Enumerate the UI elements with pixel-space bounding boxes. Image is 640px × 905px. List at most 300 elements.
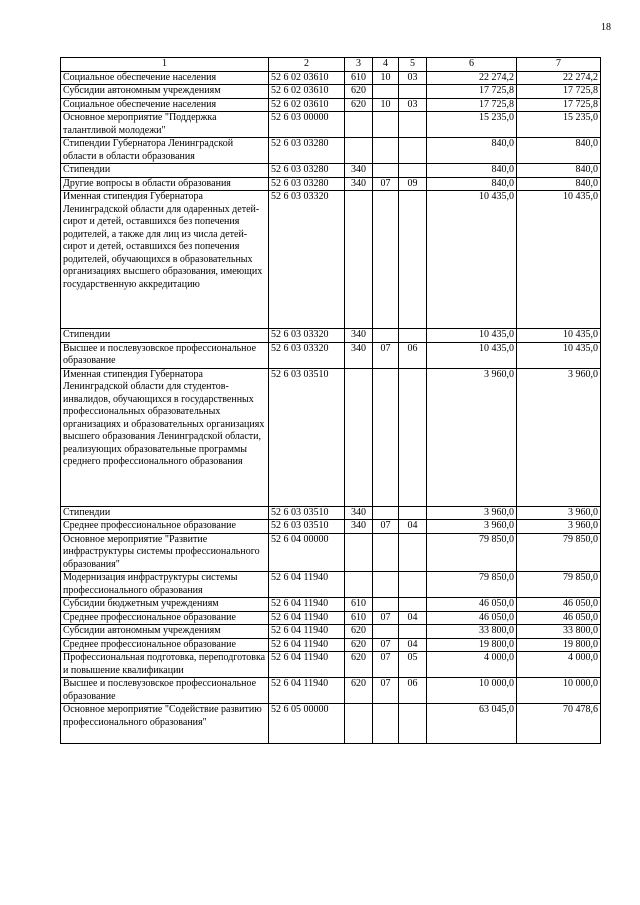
amount-year-1-text: 3 960,0 (484, 368, 514, 380)
section-text: 07 (380, 611, 391, 623)
row-name-text: Высшее и послевузовское профессиональное образование (63, 342, 257, 366)
table-row (61, 164, 601, 178)
subsection (399, 98, 427, 112)
table-row (61, 625, 601, 639)
subsection (399, 533, 427, 572)
section-text: 07 (380, 342, 391, 354)
amount-year-2 (517, 611, 601, 625)
page-number: 18 (601, 22, 611, 33)
budget-code (269, 652, 345, 678)
header-col-7: 7 (517, 58, 601, 72)
amount-year-1 (427, 678, 517, 704)
table-row (61, 652, 601, 678)
expense-type (345, 191, 373, 329)
amount-year-1-text: 10 000,0 (479, 678, 514, 689)
row-name-text: Стипендии (63, 164, 111, 175)
section (373, 520, 399, 534)
table-row (61, 638, 601, 652)
budget-code (269, 520, 345, 534)
expense-type-text: 620 (351, 85, 366, 96)
expense-type (345, 678, 373, 704)
amount-year-2-text: 22 274,2 (563, 71, 598, 83)
amount-year-2 (517, 520, 601, 534)
table-row (61, 177, 601, 191)
budget-code-text: 52 6 03 03510 (271, 520, 329, 531)
expense-type-text: 620 (351, 638, 366, 650)
amount-year-1 (427, 652, 517, 678)
budget-code-text: 52 6 03 03320 (271, 342, 329, 354)
budget-code-text: 52 6 04 11940 (271, 625, 329, 636)
expense-type (345, 520, 373, 534)
amount-year-1 (427, 533, 517, 572)
section (373, 138, 399, 164)
subsection (399, 506, 427, 520)
amount-year-2-text: 10 435,0 (563, 191, 598, 202)
expense-type (345, 625, 373, 639)
budget-code-text: 52 6 03 03320 (271, 329, 329, 340)
section (373, 638, 399, 652)
budget-code (269, 625, 345, 639)
row-name (61, 85, 269, 99)
row-name-text: Социальное обеспечение населения (63, 98, 217, 110)
row-name (61, 652, 269, 678)
expense-type (345, 112, 373, 138)
amount-year-2 (517, 368, 601, 506)
amount-year-2-text: 46 050,0 (563, 598, 598, 609)
subsection-text: 04 (407, 520, 418, 531)
amount-year-1-text: 46 050,0 (479, 598, 514, 609)
amount-year-2 (517, 625, 601, 639)
section (373, 191, 399, 329)
amount-year-1 (427, 164, 517, 178)
row-name (61, 342, 269, 368)
amount-year-2 (517, 704, 601, 744)
amount-year-1 (427, 520, 517, 534)
expense-type (345, 177, 373, 191)
section (373, 368, 399, 506)
expense-type-text: 340 (351, 329, 366, 340)
budget-code-text: 52 6 03 03510 (271, 506, 329, 518)
amount-year-2-text: 840,0 (575, 177, 598, 189)
section (373, 85, 399, 99)
budget-code (269, 704, 345, 744)
table-row (61, 112, 601, 138)
section (373, 329, 399, 343)
section (373, 572, 399, 598)
expense-type (345, 164, 373, 178)
expense-type (345, 652, 373, 678)
row-name (61, 138, 269, 164)
amount-year-1-text: 46 050,0 (479, 611, 514, 623)
expense-type-text: 620 (351, 678, 366, 689)
budget-code-text: 52 6 04 11940 (271, 638, 329, 650)
amount-year-2-text: 70 478,6 (563, 704, 598, 715)
expense-type (345, 611, 373, 625)
subsection (399, 342, 427, 368)
expense-type-text: 620 (351, 625, 366, 636)
expense-type (345, 572, 373, 598)
amount-year-2-text: 3 960,0 (568, 368, 598, 380)
expense-type (345, 368, 373, 506)
row-name (61, 177, 269, 191)
row-name-text: Среднее профессиональное образование (63, 611, 236, 623)
expense-type-text: 340 (351, 506, 366, 518)
amount-year-1 (427, 572, 517, 598)
section (373, 98, 399, 112)
amount-year-1 (427, 704, 517, 744)
table-row (61, 678, 601, 704)
expense-type (345, 342, 373, 368)
section-text: 07 (380, 177, 391, 189)
amount-year-1-text: 17 725,8 (479, 98, 514, 110)
expense-type-text: 610 (351, 71, 366, 83)
row-name-text: Социальное обеспечение населения (63, 71, 217, 83)
amount-year-2 (517, 329, 601, 343)
amount-year-2 (517, 342, 601, 368)
row-name (61, 368, 269, 506)
row-name (61, 625, 269, 639)
row-name (61, 329, 269, 343)
row-name (61, 98, 269, 112)
expense-type (345, 638, 373, 652)
row-name-text: Стипендии (63, 506, 111, 518)
subsection (399, 638, 427, 652)
budget-code (269, 572, 345, 598)
row-name (61, 191, 269, 329)
expense-type (345, 329, 373, 343)
subsection (399, 652, 427, 678)
table-row (61, 342, 601, 368)
budget-code (269, 678, 345, 704)
expense-type (345, 598, 373, 612)
amount-year-2 (517, 598, 601, 612)
section (373, 71, 399, 85)
row-name-text: Основное мероприятие "Содействие развитию профессионального образования" (63, 704, 262, 728)
amount-year-2 (517, 138, 601, 164)
row-name-text: Основное мероприятие "Поддержка талантливой молодежи" (63, 112, 217, 136)
amount-year-1-text: 3 960,0 (484, 520, 514, 531)
row-name-text: Именная стипендия Губернатора Ленинградской области для одаренных детей-сирот и детей, оставшихся без попечения родителей, а также для лиц из числа детей-сирот и детей, оставшихся без попечения родителей, обучающихся в образовательных организациях высшего образования, имеющих государственную аккредитацию (63, 191, 263, 290)
subsection-text: 06 (407, 678, 418, 689)
row-name (61, 678, 269, 704)
amount-year-2-text: 79 850,0 (563, 572, 598, 583)
amount-year-2 (517, 85, 601, 99)
expense-type (345, 506, 373, 520)
budget-code-text: 52 6 03 03280 (271, 164, 329, 175)
subsection (399, 112, 427, 138)
budget-code (269, 85, 345, 99)
expense-type (345, 98, 373, 112)
subsection-text: 03 (407, 98, 418, 110)
subsection (399, 177, 427, 191)
amount-year-1 (427, 191, 517, 329)
row-name (61, 520, 269, 534)
header-col-3: 3 (345, 58, 373, 72)
amount-year-1 (427, 112, 517, 138)
section (373, 112, 399, 138)
section (373, 164, 399, 178)
amount-year-2 (517, 191, 601, 329)
amount-year-1-text: 840,0 (491, 177, 514, 189)
budget-code-text: 52 6 03 00000 (271, 112, 329, 123)
section (373, 177, 399, 191)
subsection (399, 329, 427, 343)
expense-type-text: 620 (351, 652, 366, 663)
amount-year-1-text: 17 725,8 (479, 85, 514, 96)
row-name (61, 638, 269, 652)
amount-year-2-text: 3 960,0 (568, 520, 598, 531)
subsection (399, 598, 427, 612)
section-text: 07 (380, 678, 391, 689)
subsection (399, 625, 427, 639)
amount-year-1-text: 3 960,0 (484, 506, 514, 518)
budget-code (269, 533, 345, 572)
subsection-text: 09 (407, 177, 418, 189)
budget-code (269, 177, 345, 191)
amount-year-2-text: 17 725,8 (563, 85, 598, 96)
table-row (61, 329, 601, 343)
amount-year-1 (427, 85, 517, 99)
amount-year-1 (427, 177, 517, 191)
row-name-text: Именная стипендия Губернатора Ленинградской области для студентов-инвалидов, обучающихся в государственных профессиональных образовательных организациях и образовательных организациях высшего образования Ленинградской области, реализующих образовательные программы среднего профессионального образования (63, 368, 265, 467)
budget-code-text: 52 6 04 11940 (271, 652, 329, 663)
amount-year-2 (517, 71, 601, 85)
amount-year-2-text: 4 000,0 (568, 652, 598, 663)
section-text: 07 (380, 652, 391, 663)
row-name (61, 598, 269, 612)
expense-type-text: 340 (351, 342, 366, 354)
amount-year-2-text: 10 435,0 (563, 342, 598, 354)
subsection (399, 85, 427, 99)
expense-type (345, 71, 373, 85)
amount-year-1 (427, 638, 517, 652)
row-name (61, 164, 269, 178)
section (373, 533, 399, 572)
budget-code-text: 52 6 05 00000 (271, 704, 329, 715)
header-row (61, 58, 601, 72)
budget-code-text: 52 6 02 03610 (271, 85, 329, 96)
amount-year-1-text: 15 235,0 (479, 112, 514, 123)
table-row (61, 138, 601, 164)
expense-type-text: 340 (351, 164, 366, 175)
row-name (61, 112, 269, 138)
amount-year-1-text: 19 800,0 (479, 638, 514, 650)
expense-type-text: 620 (351, 98, 366, 110)
budget-code (269, 112, 345, 138)
subsection-text: 05 (407, 652, 418, 663)
row-name-text: Профессиональная подготовка, переподготовка и повышение квалификации (63, 652, 266, 676)
budget-code-text: 52 6 03 03320 (271, 191, 329, 202)
amount-year-2-text: 46 050,0 (563, 611, 598, 623)
header-col-6: 6 (427, 58, 517, 72)
amount-year-1-text: 840,0 (491, 164, 514, 175)
row-name-text: Основное мероприятие "Развитие инфраструктуры системы профессионального образования" (63, 533, 260, 570)
row-name-text: Стипендии Губернатора Ленинградской области в области образования (63, 138, 234, 162)
amount-year-1 (427, 71, 517, 85)
amount-year-2-text: 10 435,0 (563, 329, 598, 340)
subsection-text: 06 (407, 342, 418, 354)
amount-year-1 (427, 598, 517, 612)
budget-code (269, 138, 345, 164)
amount-year-2-text: 15 235,0 (563, 112, 598, 123)
subsection-text: 04 (407, 638, 418, 650)
table-row (61, 71, 601, 85)
amount-year-2-text: 840,0 (575, 164, 598, 175)
subsection (399, 678, 427, 704)
subsection (399, 191, 427, 329)
amount-year-2 (517, 506, 601, 520)
table-row (61, 704, 601, 744)
header-col-5: 5 (399, 58, 427, 72)
row-name-text: Субсидии автономным учреждениям (63, 85, 221, 96)
table-row (61, 533, 601, 572)
budget-code (269, 329, 345, 343)
row-name (61, 71, 269, 85)
section-text: 10 (380, 71, 391, 83)
amount-year-1 (427, 506, 517, 520)
amount-year-1-text: 63 045,0 (479, 704, 514, 715)
row-name (61, 704, 269, 744)
header-col-1: 1 (61, 58, 269, 72)
expense-type (345, 533, 373, 572)
amount-year-2 (517, 533, 601, 572)
expense-type (345, 138, 373, 164)
budget-code-text: 52 6 04 11940 (271, 678, 329, 689)
subsection (399, 704, 427, 744)
amount-year-1-text: 10 435,0 (479, 342, 514, 354)
budget-code-text: 52 6 04 11940 (271, 598, 329, 609)
row-name-text: Модернизация инфраструктуры системы профессионального образования (63, 572, 238, 596)
amount-year-1-text: 840,0 (491, 138, 514, 149)
row-name-text: Высшее и послевузовское профессиональное образование (63, 678, 257, 702)
amount-year-1-text: 4 000,0 (484, 652, 514, 663)
amount-year-2 (517, 98, 601, 112)
amount-year-1 (427, 625, 517, 639)
budget-code (269, 598, 345, 612)
subsection (399, 71, 427, 85)
amount-year-2 (517, 572, 601, 598)
row-name (61, 572, 269, 598)
budget-code-text: 52 6 04 11940 (271, 611, 329, 623)
amount-year-1-text: 10 435,0 (479, 191, 514, 202)
expense-type-text: 340 (351, 177, 366, 189)
section (373, 506, 399, 520)
section (373, 598, 399, 612)
section-text: 07 (380, 638, 391, 650)
amount-year-2 (517, 638, 601, 652)
amount-year-2 (517, 678, 601, 704)
amount-year-2 (517, 112, 601, 138)
subsection (399, 520, 427, 534)
budget-code (269, 506, 345, 520)
table-row (61, 85, 601, 99)
budget-code-text: 52 6 03 03510 (271, 368, 329, 380)
subsection-text: 04 (407, 611, 418, 623)
expense-type-text: 340 (351, 520, 366, 531)
section-text: 10 (380, 98, 391, 110)
subsection (399, 611, 427, 625)
amount-year-1-text: 33 800,0 (479, 625, 514, 636)
row-name-text: Стипендии (63, 329, 111, 340)
amount-year-2 (517, 177, 601, 191)
budget-code-text: 52 6 03 03280 (271, 138, 329, 149)
amount-year-1-text: 10 435,0 (479, 329, 514, 340)
expense-type-text: 610 (351, 598, 366, 609)
amount-year-2-text: 840,0 (575, 138, 598, 149)
row-name-text: Субсидии бюджетным учреждениям (63, 598, 219, 609)
section (373, 704, 399, 744)
table-row (61, 611, 601, 625)
amount-year-2-text: 33 800,0 (563, 625, 598, 636)
budget-code (269, 164, 345, 178)
section (373, 652, 399, 678)
row-name (61, 506, 269, 520)
amount-year-2-text: 10 000,0 (563, 678, 598, 689)
amount-year-1 (427, 611, 517, 625)
row-name-text: Среднее профессиональное образование (63, 520, 236, 531)
amount-year-1 (427, 329, 517, 343)
amount-year-1-text: 22 274,2 (479, 71, 514, 83)
budget-code-text: 52 6 04 11940 (271, 572, 329, 583)
table-row (61, 520, 601, 534)
row-name (61, 533, 269, 572)
row-name-text: Субсидии автономным учреждениям (63, 625, 221, 636)
table-row (61, 598, 601, 612)
amount-year-1 (427, 138, 517, 164)
budget-code-text: 52 6 02 03610 (271, 98, 329, 110)
budget-code (269, 71, 345, 85)
budget-code (269, 611, 345, 625)
subsection (399, 138, 427, 164)
budget-table (60, 57, 601, 744)
amount-year-1 (427, 368, 517, 506)
amount-year-1 (427, 342, 517, 368)
amount-year-1 (427, 98, 517, 112)
row-name-text: Другие вопросы в области образования (63, 177, 231, 189)
subsection-text: 03 (407, 71, 418, 83)
expense-type (345, 85, 373, 99)
amount-year-1-text: 79 850,0 (479, 572, 514, 583)
section (373, 625, 399, 639)
table-row (61, 191, 601, 329)
section (373, 342, 399, 368)
table-row (61, 572, 601, 598)
row-name (61, 611, 269, 625)
amount-year-2-text: 19 800,0 (563, 638, 598, 650)
row-name-text: Среднее профессиональное образование (63, 638, 236, 650)
budget-code (269, 342, 345, 368)
amount-year-2-text: 3 960,0 (568, 506, 598, 518)
expense-type (345, 704, 373, 744)
section (373, 678, 399, 704)
budget-code (269, 98, 345, 112)
table-row (61, 506, 601, 520)
budget-code-text: 52 6 04 00000 (271, 533, 329, 545)
budget-code (269, 638, 345, 652)
section-text: 07 (380, 520, 391, 531)
amount-year-2 (517, 164, 601, 178)
table-row (61, 98, 601, 112)
amount-year-2-text: 17 725,8 (563, 98, 598, 110)
table-row (61, 368, 601, 506)
budget-code (269, 191, 345, 329)
amount-year-1-text: 79 850,0 (479, 533, 514, 545)
section (373, 611, 399, 625)
amount-year-2 (517, 652, 601, 678)
header-col-2: 2 (269, 58, 345, 72)
amount-year-2-text: 79 850,0 (563, 533, 598, 545)
subsection (399, 368, 427, 506)
